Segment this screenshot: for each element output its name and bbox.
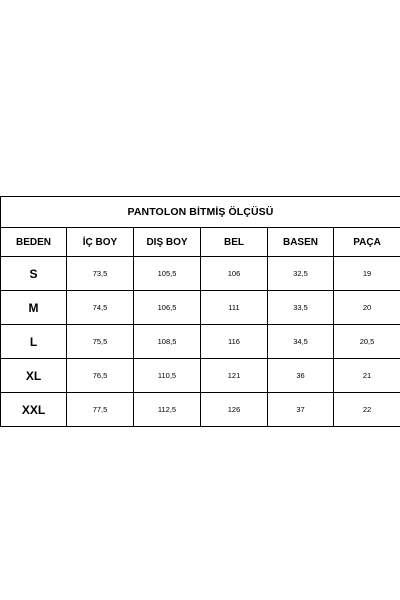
size-chart-table: [0, 196, 400, 427]
ic-boy-cell: 75,5: [67, 325, 134, 359]
bel-cell: 126: [201, 393, 268, 427]
paca-cell: 19: [334, 257, 400, 291]
ic-boy-cell: 74,5: [67, 291, 134, 325]
table-row: [1, 393, 400, 427]
table-row: [1, 291, 400, 325]
dis-boy-cell: 108,5: [134, 325, 201, 359]
table-header-row: [1, 228, 400, 257]
basen-cell: 33,5: [268, 291, 334, 325]
bel-cell: 116: [201, 325, 268, 359]
table-title-row: [1, 197, 400, 228]
basen-cell: 36: [268, 359, 334, 393]
size-cell: XXL: [1, 393, 67, 427]
header-basen: BASEN: [268, 228, 334, 257]
size-cell: M: [1, 291, 67, 325]
dis-boy-cell: 110,5: [134, 359, 201, 393]
ic-boy-cell: 73,5: [67, 257, 134, 291]
table-row: [1, 257, 400, 291]
size-cell: L: [1, 325, 67, 359]
header-paca: PAÇA: [334, 228, 400, 257]
basen-cell: 37: [268, 393, 334, 427]
header-ic-boy: İÇ BOY: [67, 228, 134, 257]
header-bel: BEL: [201, 228, 268, 257]
size-cell: XL: [1, 359, 67, 393]
header-dis-boy: DIŞ BOY: [134, 228, 201, 257]
basen-cell: 32,5: [268, 257, 334, 291]
bel-cell: 111: [201, 291, 268, 325]
bel-cell: 106: [201, 257, 268, 291]
paca-cell: 22: [334, 393, 400, 427]
table-title: PANTOLON BİTMİŞ ÖLÇÜSÜ: [1, 197, 400, 228]
table-row: [1, 359, 400, 393]
table-row: [1, 325, 400, 359]
paca-cell: 20,5: [334, 325, 400, 359]
dis-boy-cell: 106,5: [134, 291, 201, 325]
dis-boy-cell: 105,5: [134, 257, 201, 291]
paca-cell: 20: [334, 291, 400, 325]
bel-cell: 121: [201, 359, 268, 393]
paca-cell: 21: [334, 359, 400, 393]
basen-cell: 34,5: [268, 325, 334, 359]
ic-boy-cell: 76,5: [67, 359, 134, 393]
header-beden: BEDEN: [1, 228, 67, 257]
ic-boy-cell: 77,5: [67, 393, 134, 427]
dis-boy-cell: 112,5: [134, 393, 201, 427]
size-cell: S: [1, 257, 67, 291]
